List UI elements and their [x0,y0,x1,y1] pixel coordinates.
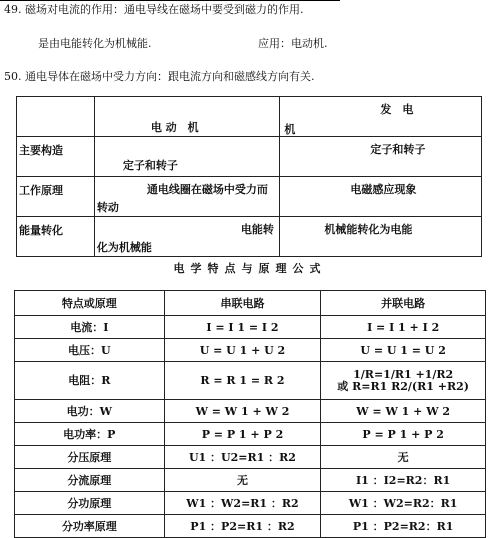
application-text: 应用：电动机. [258,37,328,50]
parallel-cell: W = W 1 + W 2 [321,400,486,423]
row-label: 工作原理 [17,177,95,217]
series-cell: R = R 1 = R 2 [164,362,321,400]
motor-energy-cell [94,217,280,257]
feature-cell: 电阻：R [15,362,165,400]
formula-table [14,290,486,538]
parallel-cell: 无 [321,446,486,469]
feature-cell: 电压：U [15,339,165,362]
table-row [15,469,486,492]
parallel-cell: U = U 1 = U 2 [321,339,486,362]
feature-cell: 分流原理 [15,469,165,492]
motor-generator-table [16,96,482,257]
motor-principle-text-1: 通电线圈在磁场中受力而 [146,183,268,196]
motor-energy-text-2: 化为机械能 [96,241,152,254]
header-motor-cell [94,97,280,137]
feature-cell: 电功：W [15,400,165,423]
generator-energy-text: 机械能转化为电能 [324,223,413,236]
feature-cell: 分功原理 [15,492,165,515]
motor-structure-text: 定子和转子 [122,159,178,172]
header-parallel: 并联电路 [321,291,486,316]
table-row [15,316,486,339]
parallel-cell: P1 ：P2=R2：R1 [321,515,486,538]
feature-cell: 电功率：P [15,423,165,446]
row-label: 能量转化 [17,217,95,257]
row-label: 主要构造 [17,137,95,177]
generator-structure-cell [280,137,482,177]
series-cell: U = U 1 + U 2 [164,339,321,362]
series-cell: P1 ：P2=R1 ：R2 [164,515,321,538]
header-generator-cell [280,97,482,137]
table-row [17,137,482,177]
series-cell: W1 ：W2=R1 ：R2 [164,492,321,515]
motor-principle-cell [94,177,280,217]
table-row [17,177,482,217]
table-row [15,423,486,446]
table-row [15,339,486,362]
item-50-text: 50. 通电导体在磁场中受力方向：跟电流方向和磁感线方向有关. [4,70,315,83]
series-cell: U1 ：U2=R1 ：R2 [164,446,321,469]
generator-principle-text: 电磁感应现象 [350,183,417,196]
series-cell: I = I 1 = I 2 [164,316,321,339]
header-generator-top: 发 电 [380,103,414,116]
feature-cell: 分压原理 [15,446,165,469]
formula-header-row [15,291,486,316]
parallel-resistance-line-2: 或 R=R1 R2/(R1 +R2) [337,379,469,393]
series-cell: P = P 1 + P 2 [164,423,321,446]
parallel-cell: P = P 1 + P 2 [321,423,486,446]
generator-principle-cell [280,177,482,217]
table-row [15,400,486,423]
feature-cell: 电流：I [15,316,165,339]
generator-structure-text: 定子和转子 [370,143,426,156]
top-rule [0,0,340,1]
header-motor-label: 电 动 机 [150,121,199,134]
parallel-resistance-line-1: 1/R=1/R1 +1/R2 [353,367,454,381]
parallel-cell: W1 ：W2=R2：R1 [321,492,486,515]
header-generator-bottom: 机 [284,123,296,136]
energy-conversion-text: 是由电能转化为机械能. [38,37,152,50]
feature-cell: 分功率原理 [15,515,165,538]
header-empty-cell [17,97,95,137]
table-row [15,492,486,515]
parallel-cell [321,362,486,400]
motor-energy-text-1: 电能转 [240,223,274,236]
table-header-row [17,97,482,137]
series-cell: W = W 1 + W 2 [164,400,321,423]
table-row [17,217,482,257]
table-row [15,515,486,538]
table-row [15,446,486,469]
parallel-cell: I = I 1 + I 2 [321,316,486,339]
table-row [15,362,486,400]
item-49-text: 49. 磁场对电流的作用：通电导线在磁场中要受到磁力的作用. [4,3,304,16]
parallel-cell: I1 ：I2=R2：R1 [321,469,486,492]
series-cell: 无 [164,469,321,492]
formula-section-title: 电学特点与原理公式 [173,262,327,275]
header-feature: 特点或原理 [15,291,165,316]
motor-principle-text-2: 转动 [96,201,119,214]
header-series: 串联电路 [164,291,321,316]
generator-energy-cell [280,217,482,257]
motor-structure-cell [94,137,280,177]
